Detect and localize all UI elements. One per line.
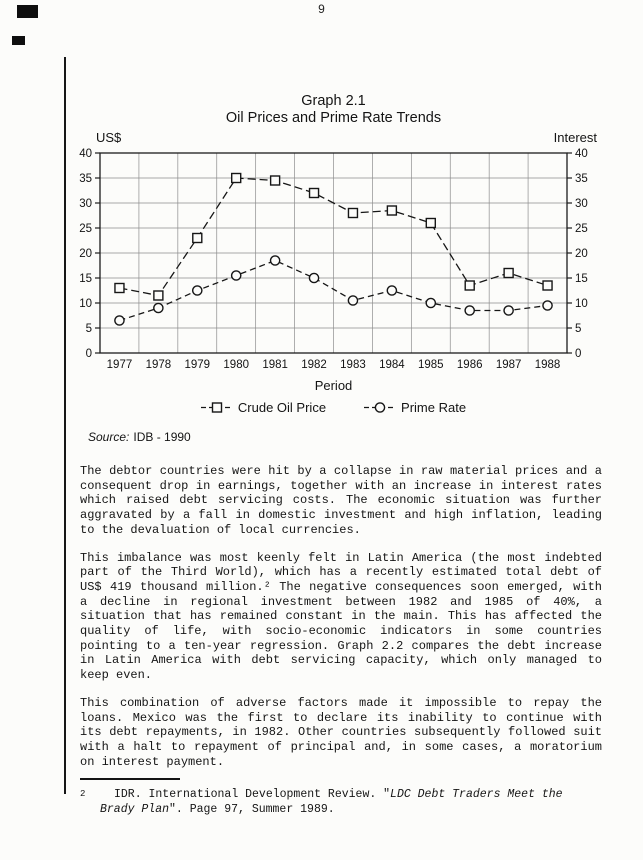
paragraph-2: This imbalance was most keenly felt in Latin America (the most indebted part of the Third World), which has a recently estimated total debt of US$ 419 thousand million.² The negative consequences soon emerged, with a decline in regional investment between 1982 and 1985 of 40%, a situation that has remained constant in the main. This has affected the quality of life, with socio-economic indicators in some countries pointing to a ten-year regression. Graph 2.2 compares the debt increase in Latin America with debt servicing capacity, which only managed to keep even. (80, 550, 602, 683)
legend-label: Crude Oil Price (237, 400, 327, 415)
chart-source (88, 430, 597, 444)
paragraph-3: This combination of adverse factors made it impossible to repay the loans. Mexico was the first to declare its inability to continue with its debt repayments, in 1982. Other countries subsequently followed suit with a halt to repayment of principal and, in some cases, a moratorium on interest payment. (80, 695, 602, 769)
left-margin-rule (64, 57, 66, 794)
chart-legend (70, 400, 597, 415)
legend-item (201, 400, 326, 415)
footnote-text (100, 788, 578, 817)
svg-text:5: 5 (575, 323, 582, 335)
chart-title: Graph 2.1 (301, 93, 366, 109)
svg-text:35: 35 (79, 173, 92, 185)
svg-text:1984: 1984 (379, 359, 405, 371)
axis-unit-row (70, 127, 597, 147)
paragraph-1: The debtor countries were hit by a collapse in raw material prices and a consequent drop in earnings, together with an increase in interest rates which raised debt servicing costs. The economic situation was further aggravated by a fall in domestic investment and high inflation, leading to the devaluation of local currencies. (80, 464, 602, 537)
svg-text:15: 15 (575, 273, 588, 285)
legend-item (364, 400, 466, 415)
footnote-body (80, 788, 601, 817)
footnote-review-title: LDC Debt Traders Meet the Brady Plan (100, 788, 563, 816)
svg-text:5: 5 (85, 323, 92, 335)
svg-text:1980: 1980 (223, 359, 250, 371)
footnote-rule (80, 778, 180, 780)
svg-text:1987: 1987 (495, 359, 522, 371)
svg-text:1985: 1985 (417, 359, 444, 371)
svg-text:0: 0 (85, 348, 92, 360)
svg-text:20: 20 (79, 248, 92, 260)
svg-text:1978: 1978 (145, 359, 172, 371)
source-value: IDB - 1990 (133, 430, 191, 444)
svg-text:25: 25 (79, 223, 92, 235)
svg-text:35: 35 (575, 173, 588, 185)
svg-text:1983: 1983 (340, 359, 366, 371)
svg-text:0: 0 (575, 348, 582, 360)
svg-text:30: 30 (79, 198, 92, 210)
svg-text:1977: 1977 (106, 359, 133, 371)
footnote (80, 778, 601, 817)
svg-text:1988: 1988 (534, 359, 561, 371)
page-number: 9 (318, 2, 325, 16)
body-text (80, 464, 602, 782)
footnote-text-after: ". Page 97, Summer 1989. (169, 802, 335, 816)
legend-label: Prime Rate (401, 400, 467, 415)
chart-subtitle: Oil Prices and Prime Rate Trends (225, 110, 442, 126)
chart-plot-svg (70, 147, 597, 379)
svg-text:1979: 1979 (184, 359, 211, 371)
svg-text:30: 30 (575, 198, 588, 210)
svg-text:40: 40 (79, 148, 92, 160)
circle-marker-icon (364, 401, 396, 414)
source-label: Source: (88, 430, 130, 444)
svg-text:10: 10 (79, 298, 92, 310)
svg-text:10: 10 (575, 298, 588, 310)
svg-text:15: 15 (79, 273, 92, 285)
svg-text:25: 25 (575, 223, 588, 235)
scan-artifact (12, 36, 25, 45)
svg-text:1986: 1986 (456, 359, 483, 371)
x-axis-title: Period (314, 378, 353, 393)
footnote-text-before: IDR. International Development Review. " (114, 788, 391, 801)
left-axis-unit-label: US$ (96, 130, 122, 145)
svg-text:1982: 1982 (301, 359, 327, 371)
svg-text:1981: 1981 (262, 359, 288, 371)
square-marker-icon (201, 401, 233, 414)
svg-text:40: 40 (575, 148, 588, 160)
svg-text:20: 20 (575, 248, 588, 260)
right-axis-unit-label: Interest (553, 130, 597, 145)
footnote-marker: 2 (80, 789, 86, 799)
chart-figure (70, 93, 597, 444)
